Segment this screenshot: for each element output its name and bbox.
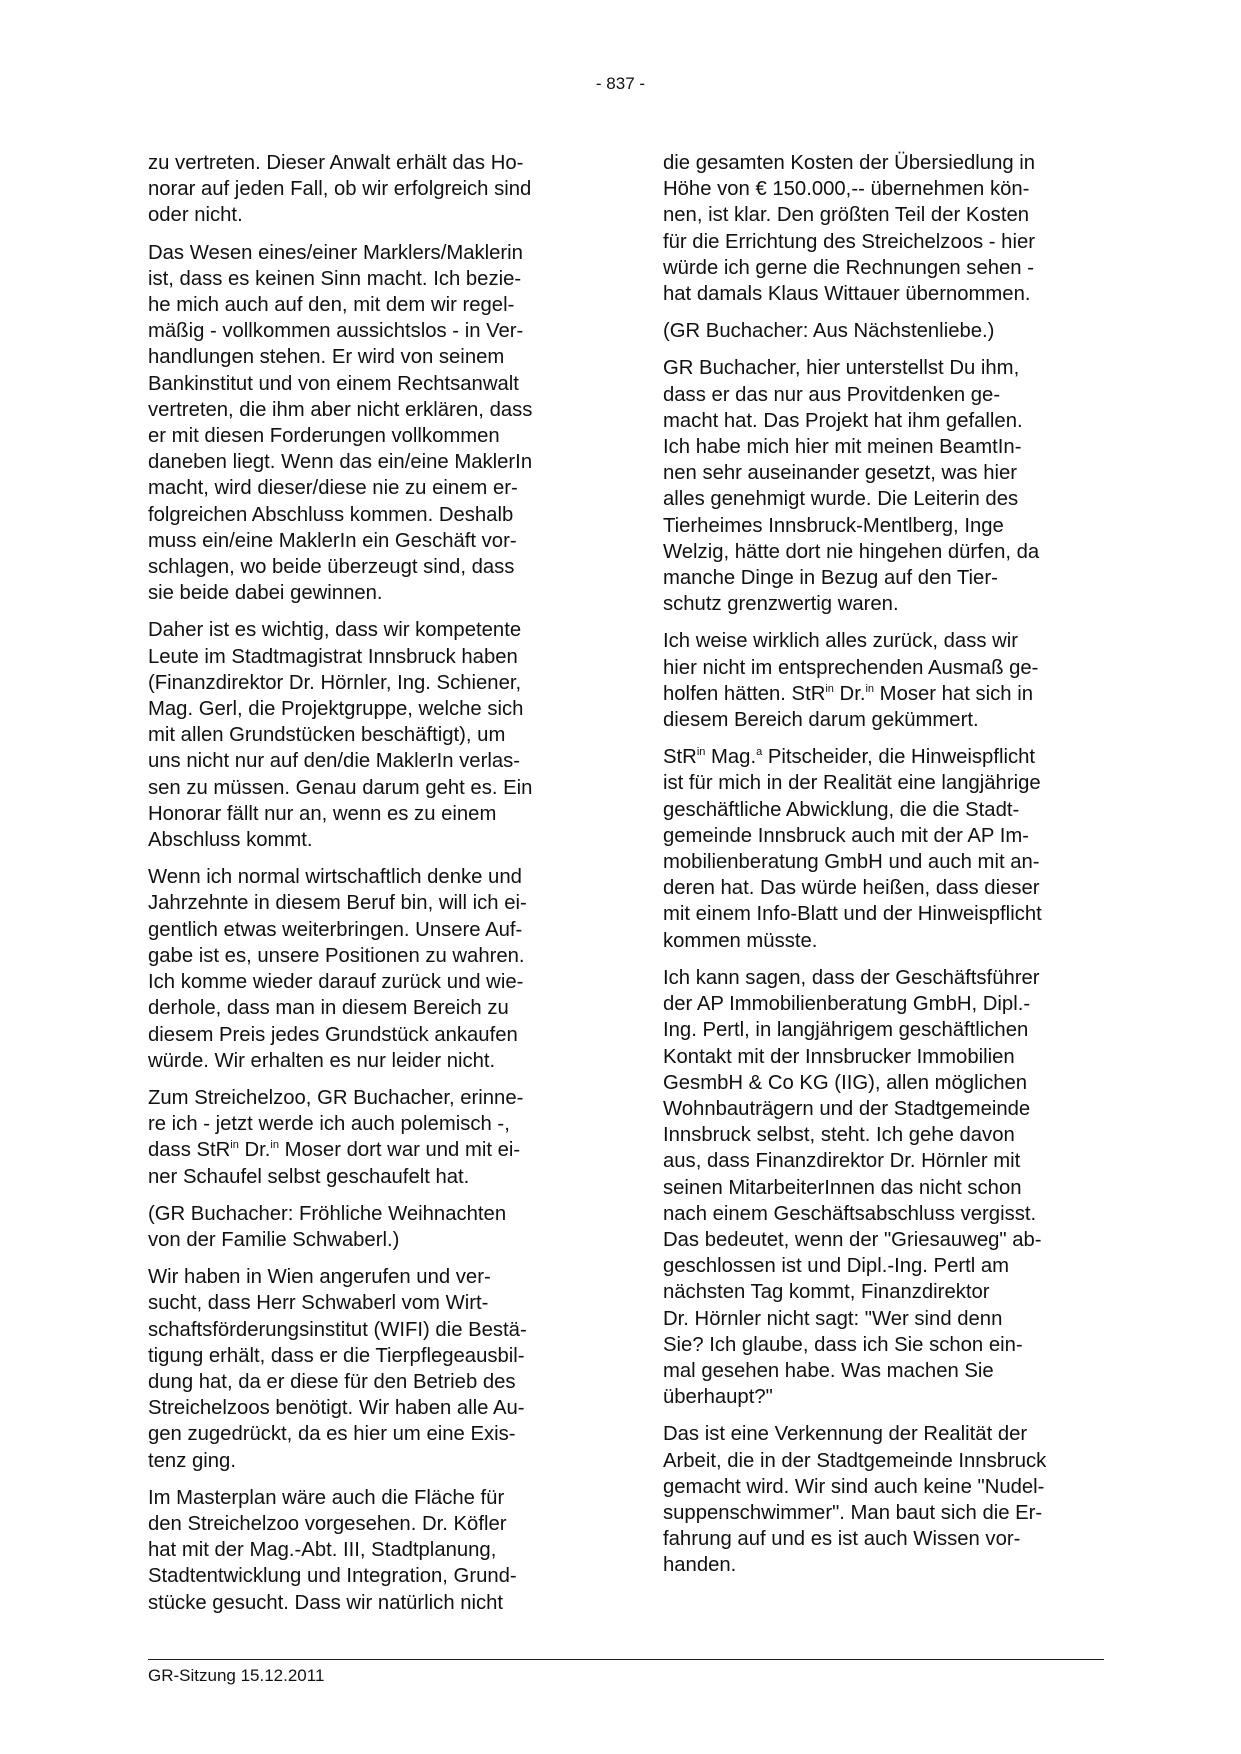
text-run: StR	[663, 746, 697, 769]
paragraph	[663, 1421, 1103, 1578]
text-run: zu vertreten. Dieser Anwalt erhält das Ho- norar auf jeden Fall, ob wir erfolgreich sind oder nicht.	[148, 152, 532, 227]
text-run: Ich kann sagen, dass der Geschäftsführer der AP Immobilienberatung GmbH, Dipl.- Ing. Pertl, in langjährigem geschäftlichen Kontakt mit der Innsbrucker Immobilien GesmbH & Co KG (IIG), allen möglichen Wohnbauträgern und der Stadtgemeinde Innsbruck selbst, steht. Ich gehe davon aus, dass Finanzdirektor Dr. Hörnler mit seinen MitarbeiterInnen das nicht schon nach einem Geschäftsabschluss vergisst. Das bedeutet, wenn der "Griesauweg" ab- geschlossen ist und Dipl.-Ing. Pertl am nächsten Tag kommt, Finanzdirektor Dr. Hörnler nicht sagt: "Wer sind denn Sie? Ich glaube, dass ich Sie schon ein- mal gesehen habe. Was machen Sie überhaupt?"	[663, 966, 1042, 1409]
superscript: in	[865, 682, 875, 695]
text-run: die gesamten Kosten der Übersiedlung in Höhe von € 150.000,-- übernehmen kön- nen, ist klar. Den größten Teil der Kosten für die Errichtung des Streichelzoos - hier würde ich gerne die Rechnungen sehen - hat damals Klaus Wittauer übernommen.	[663, 152, 1036, 306]
text-run: Das Wesen eines/einer Marklers/Maklerin ist, dass es keinen Sinn macht. Ich bezie- he mich auch auf den, mit dem wir regel- mäßig - vollkommen aussichtslos - in Ver- handlungen stehen. Er wird von seinem Bankinstitut und von einem Rechtsanwalt vertreten, die ihm aber nicht erklären, dass er mit diesen Forderungen vollkommen daneben liegt. Wenn das ein/eine MaklerIn macht, wird dieser/diese nie zu einem er- folgreichen Abschluss kommen. Deshalb muss ein/eine MaklerIn ein Geschäft vor- schlagen, wo beide überzeugt sind, dass sie beide dabei gewinnen.	[148, 241, 533, 605]
text-run: Daher ist es wichtig, dass wir kompetente Leute im Stadtmagistrat Innsbruck haben (Finanzdirektor Dr. Hörnler, Ing. Schiener, Mag. Gerl, die Projektgruppe, welche sich mit allen Grundstücken beschäftigt), um uns nicht nur auf den/die MaklerIn verlas- sen zu müssen. Genau darum geht es. Ein Honorar fällt nur an, wenn es zu einem Abschluss kommt.	[148, 619, 533, 852]
paragraph	[663, 318, 1103, 344]
paragraph	[148, 1485, 588, 1616]
text-run: Dr.	[833, 682, 866, 705]
text-run: Zum Streichelzoo, GR Buchacher, erinne- re ich - jetzt werde ich auch polemisch -, dass StR	[148, 1086, 524, 1162]
text-run: Ich weise wirklich alles zurück, dass wir hier nicht im entsprechenden Ausmaß ge- holfen hätten. StR	[663, 630, 1039, 705]
left-text-column	[148, 150, 588, 1627]
text-run: Mag.	[705, 746, 757, 769]
superscript: in	[270, 1139, 279, 1152]
text-run: (GR Buchacher: Aus Nächstenliebe.)	[663, 320, 995, 343]
text-run: Wenn ich normal wirtschaftlich denke und Jahrzehnte in diesem Beruf bin, will ich ei- gentlich etwas weiterbringen. Unsere Auf- gabe ist es, unsere Positionen zu wahren. Ich komme wieder darauf zurück und wie- derhole, dass man in diesem Bereich zu diesem Preis jedes Grundstück ankaufen würde. Wir erhalten es nur leider nicht.	[148, 866, 527, 1072]
paragraph	[663, 628, 1103, 733]
paragraph	[663, 965, 1103, 1410]
footer-divider	[148, 1659, 1104, 1660]
paragraph	[663, 744, 1103, 954]
paragraph	[663, 355, 1103, 617]
paragraph	[148, 1085, 588, 1190]
paragraph	[148, 150, 588, 229]
text-run: Moser dort war und mit ei- ner Schaufel selbst geschaufelt hat.	[148, 1139, 521, 1188]
text-run: GR Buchacher, hier unterstellst Du ihm, dass er das nur aus Provitdenken ge- macht hat. Das Projekt hat ihm gefallen. Ich habe mich hier mit meinen BeamtIn- nen sehr auseinander gesetzt, was hier alles genehmigt wurde. Die Leiterin des Tierheimes Innsbruck-Mentlberg, Inge Welzig, hätte dort nie hingehen dürfen, da manche Dinge in Bezug auf den Tier- schutz grenzwertig waren.	[663, 357, 1040, 616]
paragraph	[148, 240, 588, 607]
paragraph	[663, 150, 1103, 307]
superscript: in	[825, 682, 834, 695]
superscript: in	[696, 746, 706, 759]
footer-session-label: GR-Sitzung 15.12.2011	[148, 1666, 325, 1685]
page-number: - 837 -	[595, 74, 646, 93]
superscript: in	[230, 1139, 239, 1152]
right-text-column	[663, 150, 1103, 1590]
text-run: Dr.	[238, 1139, 271, 1162]
text-run: (GR Buchacher: Fröhliche Weihnachten von der Familie Schwaberl.)	[148, 1202, 507, 1251]
text-run: Im Masterplan wäre auch die Fläche für den Streichelzoo vorgesehen. Dr. Köfler hat mit der Mag.-Abt. III, Stadtplanung, Stadtentwicklung und Integration, Grund- stücke gesucht. Dass wir natürlich nicht	[148, 1486, 517, 1614]
text-run: Wir haben in Wien angerufen und ver- sucht, dass Herr Schwaberl vom Wirt- schaftsförderungsinstitut (WIFI) die Bestä- tigung erhält, dass er die Tierpflegeausbil- dung hat, da er diese für den Betrieb des Streichelzoos benötigt. Wir haben alle Au- gen zugedrückt, da es hier um eine Exis- tenz ging.	[148, 1266, 527, 1472]
paragraph	[148, 1264, 588, 1474]
text-run: Pitscheider, die Hinweispflicht ist für mich in der Realität eine langjährige geschäftliche Abwicklung, die die Stadt- gemeinde Innsbruck auch mit der AP Im- mobilienberatung GmbH und auch mit an- deren hat. Das würde heißen, dass dieser mit einem Info-Blatt und der Hinweispflicht kommen müsste.	[663, 746, 1042, 952]
text-run: Moser hat sich in diesem Bereich darum gekümmert.	[663, 682, 1033, 732]
superscript: a	[756, 746, 763, 759]
paragraph	[148, 617, 588, 853]
text-run: Das ist eine Verkennung der Realität der Arbeit, die in der Stadtgemeinde Innsbruck gemacht wird. Wir sind auch keine "Nudel- suppenschwimmer". Man baut sich die Er- fahrung auf und es ist auch Wissen vor- handen.	[663, 1423, 1047, 1577]
paragraph	[148, 864, 588, 1074]
paragraph	[148, 1201, 588, 1253]
